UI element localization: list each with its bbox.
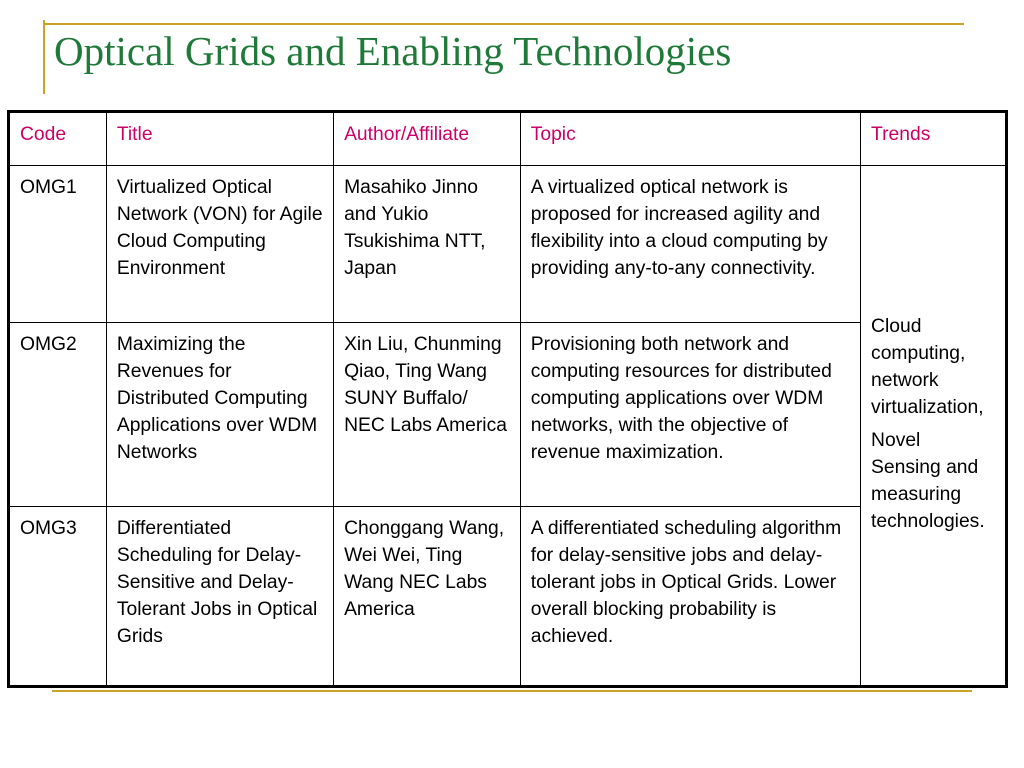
table-row xyxy=(9,166,1007,323)
cell-title: Maximizing the Revenues for Distributed Computing Applications over WDM Networks xyxy=(106,323,333,507)
cell-title: Virtualized Optical Network (VON) for Agile Cloud Computing Environment xyxy=(106,166,333,323)
cell-author: Chonggang Wang, Wei Wei, Ting Wang NEC Labs America xyxy=(334,507,521,687)
cell-topic: A differentiated scheduling algorithm for delay-sensitive jobs and delay-tolerant jobs in Optical Grids. Lower overall blocking probability is achieved. xyxy=(520,507,860,687)
header-title: Title xyxy=(106,112,333,166)
table-row xyxy=(9,507,1007,687)
cell-author: Masahiko Jinno and Yukio Tsukishima NTT, Japan xyxy=(334,166,521,323)
accent-vertical-line xyxy=(43,20,45,94)
cell-title: Differentiated Scheduling for Delay-Sensitive and Delay-Tolerant Jobs in Optical Grids xyxy=(106,507,333,687)
cell-code: OMG2 xyxy=(9,323,107,507)
accent-bottom-line xyxy=(52,690,972,692)
cell-topic: Provisioning both network and computing resources for distributed computing applications over WDM networks, with the objective of revenue maximization. xyxy=(520,323,860,507)
cell-topic: A virtualized optical network is proposed for increased agility and flexibility into a cloud computing by providing any-to-any connectivity. xyxy=(520,166,860,323)
header-topic: Topic xyxy=(520,112,860,166)
table-header-row xyxy=(9,112,1007,166)
header-code: Code xyxy=(9,112,107,166)
slide-title: Optical Grids and Enabling Technologies xyxy=(54,28,732,74)
cell-author: Xin Liu, Chunming Qiao, Ting Wang SUNY Buffalo/ NEC Labs America xyxy=(334,323,521,507)
header-trends: Trends xyxy=(861,112,1007,166)
header-author: Author/Affiliate xyxy=(334,112,521,166)
papers-table-container xyxy=(7,110,1008,686)
trend-item: Cloud computing, network virtualization, xyxy=(871,315,984,418)
papers-table xyxy=(7,110,1008,688)
cell-code: OMG3 xyxy=(9,507,107,687)
cell-trends xyxy=(861,166,1007,687)
cell-code: OMG1 xyxy=(9,166,107,323)
table-row xyxy=(9,323,1007,507)
trend-item: Novel Sensing and measuring technologies. xyxy=(871,429,985,532)
